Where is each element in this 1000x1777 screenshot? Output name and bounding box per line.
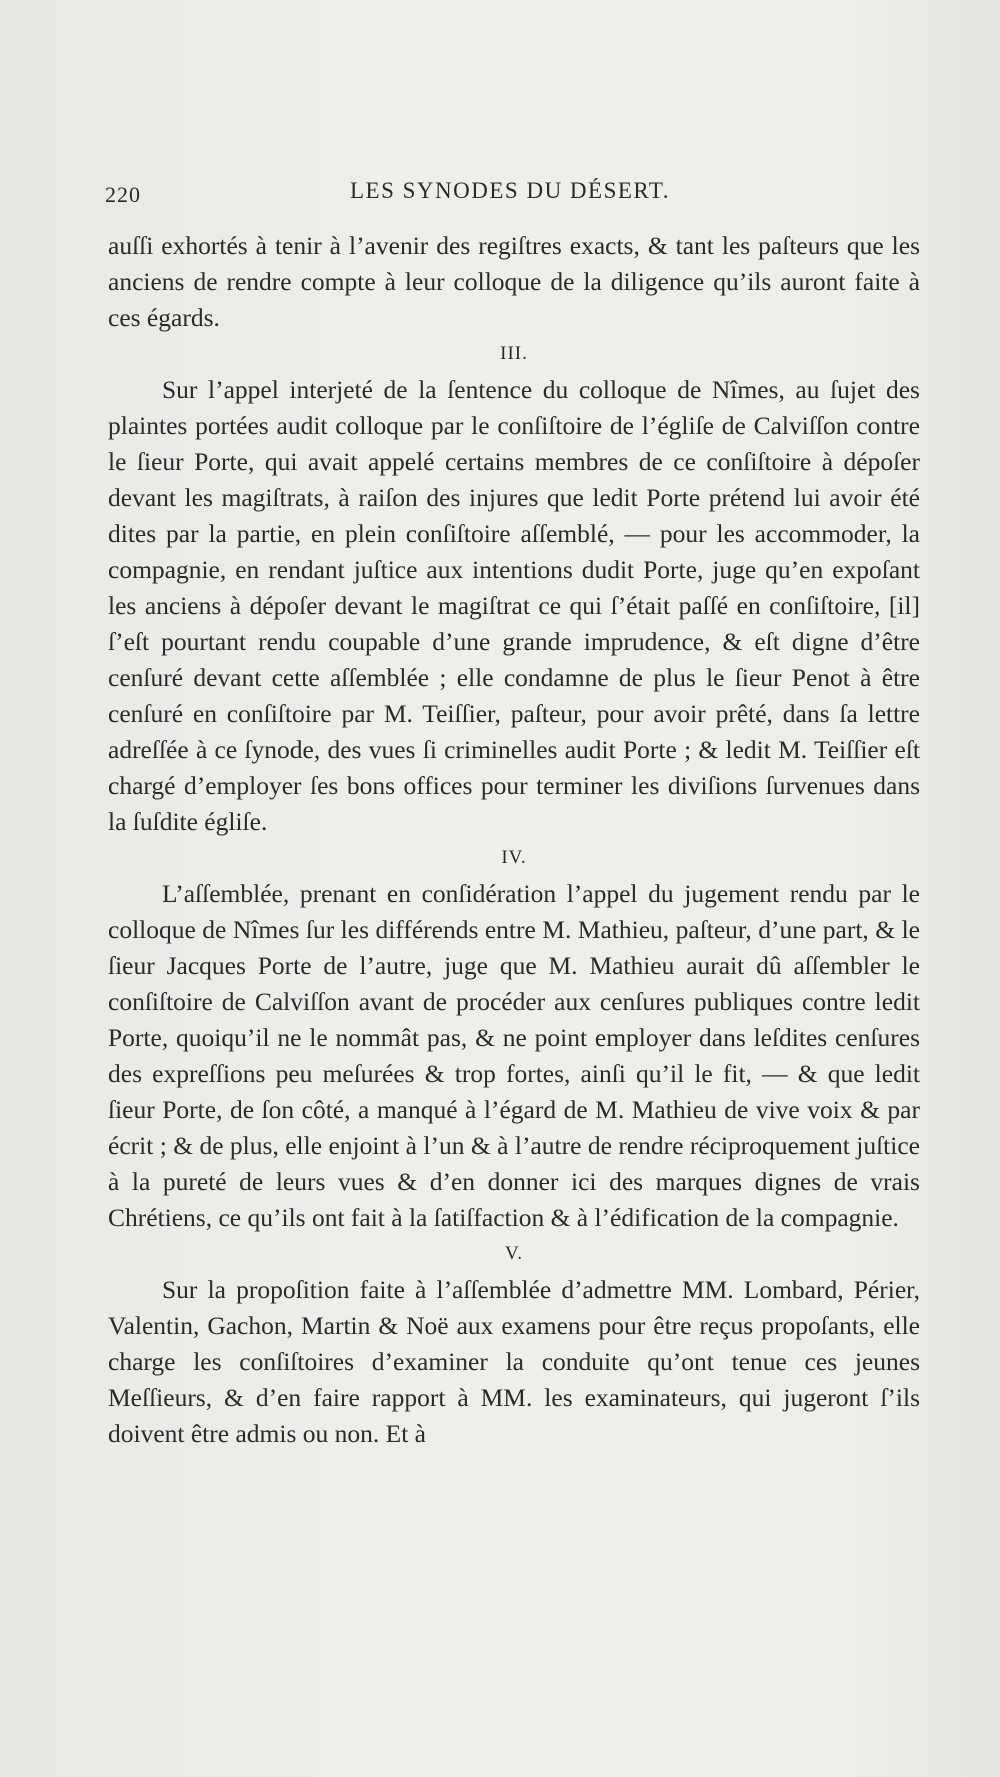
section-paragraph-iii: Sur l’appel interjeté de la ſentence du colloque de Nîmes, au ſujet des plaintes portées audit colloque par le conſiſtoire de l’égliſe de Calviſſon contre le ſieur Porte, qui avait appelé certains membres de ce conſiſtoire à dépoſer devant les magiſtrats, à raiſon des injures que ledit Porte prétend lui avoir été dites par la partie, en plein conſiſtoire aſſemblé, — pour les accommoder, la compagnie, en rendant juſtice aux intentions dudit Porte, juge qu’en expoſant les anciens à dépoſer devant le magiſtrat ce qui ſ’était paſſé en conſiſtoire, [il] ſ’eſt pourtant rendu coupable d’une grande imprudence, & eſt digne d’être cenſuré devant cette aſſemblée ; elle condamne de plus le ſieur Penot à être cenſuré en conſiſtoire par M. Teiſſier, paſteur, pour avoir prêté, dans ſa lettre adreſſée à ce ſynode, des vues ſi criminelles audit Porte ; & ledit M. Teiſſier eſt chargé d’employer ſes bons offices pour terminer les diviſions ſurvenues dans la ſuſdite égliſe. (108, 375, 920, 836)
section-number-iii: III. (500, 343, 528, 364)
section-number-v: V. (504, 1243, 524, 1264)
section-paragraph-v: Sur la propoſition faite à l’aſſemblée d’admettre MM. Lombard, Périer, Valentin, Gachon, Martin & Noë aux examens pour être reçus propoſants, elle charge les conſiſtoires d’examiner la conduite qu’ont tenue ces jeunes Meſſieurs, & d’en faire rapport à MM. les examinateurs, qui jugeront ſ’ils doivent être admis ou non. Et à (108, 1275, 920, 1448)
body-text (108, 228, 920, 1452)
page-number: 220 (105, 182, 141, 207)
section-number-iv: IV. (501, 847, 527, 868)
section-paragraph-iv: L’aſſemblée, prenant en conſidération l’appel du jugement rendu par le colloque de Nîmes ſur les différends entre M. Mathieu, paſteur, d’une part, & le ſieur Jacques Porte de l’autre, juge que M. Mathieu aurait dû aſſembler le conſiſtoire de Calviſſon avant de procéder aux cenſures publiques contre ledit Porte, quoiqu’il ne le nommât pas, & ne point employer dans leſdites cenſures des expreſſions peu meſurées & trop fortes, ainſi qu’il le fit, — & que ledit ſieur Porte, de ſon côté, a manqué à l’égard de M. Mathieu de vive voix & par écrit ; & de plus, elle enjoint à l’un & à l’autre de rendre réciproquement juſtice à la pureté de leurs vues & d’en donner ici des marques dignes de vrais Chrétiens, ce qu’ils ont fait à la ſatiſfaction & à l’édification de la compagnie. (108, 879, 920, 1232)
page-header (105, 178, 935, 214)
continuation-paragraph: auſſi exhortés à tenir à l’avenir des regiſtres exacts, & tant les paſteurs que les anciens de rendre compte à leur colloque de la diligence qu’ils auront faite à ces égards. (108, 231, 920, 332)
running-title: LES SYNODES DU DÉSERT. (350, 178, 670, 203)
